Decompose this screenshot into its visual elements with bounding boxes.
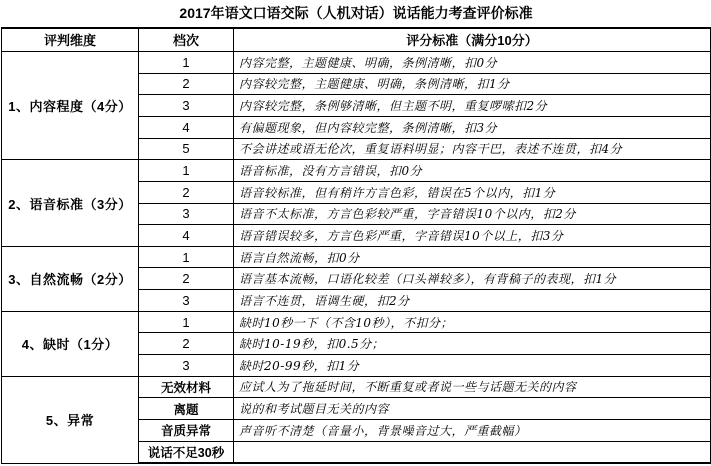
column-header-criteria: 评分标准（满分10分）	[234, 28, 711, 52]
level-cell: 1	[139, 246, 234, 268]
criteria-cell: 内容完整，主题健康、明确，条例清晰，扣0分	[234, 52, 711, 74]
level-cell: 2	[139, 268, 234, 290]
criteria-cell: 说的和考试题目无关的内容	[234, 398, 711, 420]
criteria-cell: 语音错误较多，方言色彩严重，字音错误10个以上，扣3分	[234, 225, 711, 247]
table-row	[2, 376, 711, 398]
criteria-cell: 语言自然流畅，扣0分	[234, 246, 711, 268]
criteria-cell: 声音听不清楚（音量小，背景噪音过大，严重截幅）	[234, 419, 711, 441]
level-cell: 2	[139, 73, 234, 95]
page-title: 2017年语文口语交际（人机对话）说话能力考查评价标准	[2, 0, 711, 28]
dimension-cell: 4、缺时（1分）	[2, 311, 139, 376]
table-row	[2, 311, 711, 333]
level-cell: 1	[139, 52, 234, 74]
criteria-cell: 语音标准，没有方言错误，扣0分	[234, 160, 711, 182]
table-row	[2, 160, 711, 182]
table-row	[2, 246, 711, 268]
evaluation-criteria-table	[1, 0, 711, 464]
level-cell: 3	[139, 203, 234, 225]
dimension-cell: 3、自然流畅（2分）	[2, 246, 139, 311]
level-cell: 音质异常	[139, 419, 234, 441]
criteria-cell: 有偏题现象，但内容较完整，条例清晰，扣3分	[234, 116, 711, 138]
criteria-cell: 缺时10-19秒，扣0.5分；	[234, 333, 711, 355]
level-cell: 4	[139, 225, 234, 247]
level-cell: 5	[139, 138, 234, 160]
criteria-cell: 缺时20-99秒，扣1分	[234, 355, 711, 377]
level-cell: 3	[139, 355, 234, 377]
column-header-dimension: 评判维度	[2, 28, 139, 52]
level-cell: 3	[139, 95, 234, 117]
level-cell: 1	[139, 160, 234, 182]
level-cell: 2	[139, 181, 234, 203]
level-cell: 2	[139, 333, 234, 355]
level-cell: 1	[139, 311, 234, 333]
criteria-cell: 不会讲述或语无伦次，重复语料明显；内容干巴，表述不连贯，扣4分	[234, 138, 711, 160]
criteria-cell: 语言基本流畅，口语化较差（口头禅较多），有背稿子的表现，扣1分	[234, 268, 711, 290]
level-cell: 无效材料	[139, 376, 234, 398]
criteria-cell: 缺时10秒一下（不含10秒），不扣分；	[234, 311, 711, 333]
level-cell: 3	[139, 290, 234, 312]
level-cell: 说话不足30秒	[139, 441, 234, 463]
column-header-level: 档次	[139, 28, 234, 52]
criteria-cell	[234, 441, 711, 463]
dimension-cell: 5、异常	[2, 376, 139, 463]
criteria-cell: 语言不连贯，语调生硬，扣2分	[234, 290, 711, 312]
criteria-cell: 内容较完整，条例够清晰，但主题不明，重复啰嗦扣2分	[234, 95, 711, 117]
table-row	[2, 0, 711, 28]
level-cell: 4	[139, 116, 234, 138]
level-cell: 离题	[139, 398, 234, 420]
criteria-cell: 内容较完整，主题健康、明确，条例清晰，扣1分	[234, 73, 711, 95]
criteria-cell: 语音不太标准，方言色彩较严重，字音错误10个以内，扣2分	[234, 203, 711, 225]
table-row	[2, 52, 711, 74]
dimension-cell: 1、内容程度（4分）	[2, 52, 139, 160]
criteria-cell: 语音较标准，但有稍许方言色彩，错误在5个以内，扣1分	[234, 181, 711, 203]
criteria-cell: 应试人为了拖延时间，不断重复或者说一些与话题无关的内容	[234, 376, 711, 398]
table-header-row	[2, 28, 711, 52]
dimension-cell: 2、语音标准（3分）	[2, 160, 139, 247]
